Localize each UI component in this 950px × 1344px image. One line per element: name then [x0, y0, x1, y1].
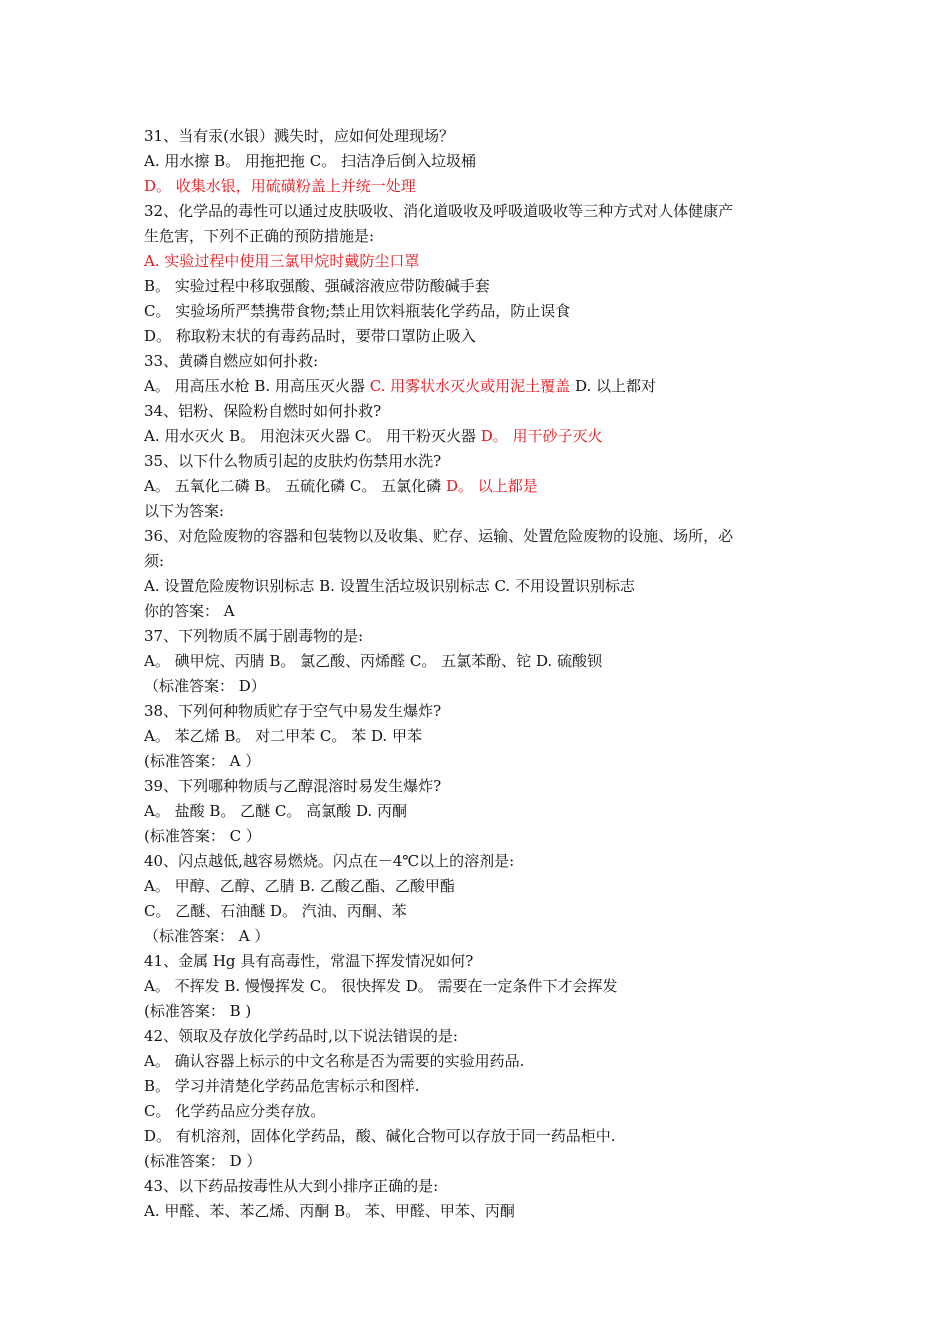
- text-line: [144, 424, 824, 449]
- text-line: [144, 499, 824, 524]
- text-line: [144, 1099, 824, 1124]
- text-line: [144, 549, 824, 574]
- text-line: [144, 949, 824, 974]
- text-line: [144, 974, 824, 999]
- text-segment: A。 五氧化二磷 B。 五硫化磷 C。 五氯化磷: [144, 477, 446, 495]
- text-segment: （标准答案： D）: [144, 677, 266, 695]
- answer-highlight: D。 以上都是: [445, 477, 538, 495]
- text-line: [144, 649, 824, 674]
- text-segment: A。 用高压水枪 B. 用高压灭火器: [144, 377, 370, 395]
- text-line: [144, 899, 824, 924]
- text-line: [144, 249, 824, 274]
- text-line: [144, 174, 824, 199]
- text-line: [144, 399, 824, 424]
- text-segment: 42、领取及存放化学药品时,以下说法错误的是:: [144, 1027, 458, 1045]
- text-line: [144, 724, 824, 749]
- text-line: [144, 1049, 824, 1074]
- text-segment: 生危害，下列不正确的预防措施是:: [144, 227, 375, 245]
- text-line: [144, 324, 824, 349]
- text-segment: 39、下列哪种物质与乙醇混溶时易发生爆炸?: [144, 777, 442, 795]
- text-segment: 33、黄磷自燃应如何扑救:: [144, 352, 319, 370]
- text-line: [144, 874, 824, 899]
- text-line: [144, 824, 824, 849]
- text-line: [144, 299, 824, 324]
- answer-highlight: D。 用干砂子灭火: [480, 427, 603, 445]
- text-segment: （标准答案： A ）: [144, 927, 270, 945]
- text-line: [144, 999, 824, 1024]
- text-line: [144, 774, 824, 799]
- text-segment: 你的答案： A: [144, 602, 235, 620]
- text-line: [144, 674, 824, 699]
- text-segment: 32、化学品的毒性可以通过皮肤吸收、消化道吸收及呼吸道吸收等三种方式对人体健康产: [144, 202, 734, 220]
- text-segment: B。 学习并清楚化学药品危害标示和图样.: [144, 1077, 420, 1095]
- text-line: [144, 199, 824, 224]
- text-segment: B。 实验过程中移取强酸、强碱溶液应带防酸碱手套: [144, 277, 490, 295]
- text-segment: 须:: [144, 552, 165, 570]
- text-segment: A. 用水擦 B。 用拖把拖 C。 扫洁净后倒入垃圾桶: [144, 152, 476, 170]
- text-segment: 31、当有汞(水银）溅失时，应如何处理现场？: [144, 127, 454, 145]
- text-segment: C。 乙醚、石油醚 D。 汽油、丙酮、苯: [144, 902, 407, 920]
- text-segment: A. 设置危险废物识别标志 B. 设置生活垃圾识别标志 C. 不用设置识别标志: [144, 577, 635, 595]
- text-segment: 41、金属 Hg 具有高毒性，常温下挥发情况如何?: [144, 952, 474, 970]
- text-line: [144, 374, 824, 399]
- text-line: [144, 149, 824, 174]
- text-segment: (标准答案： D ）: [144, 1152, 262, 1170]
- text-line: [144, 1024, 824, 1049]
- text-segment: C。 实验场所严禁携带食物;禁止用饮料瓶装化学药品，防止误食: [144, 302, 571, 320]
- text-line: [144, 599, 824, 624]
- text-segment: (标准答案： A ）: [144, 752, 261, 770]
- text-line: [144, 1074, 824, 1099]
- text-segment: A。 苯乙烯 B。 对二甲苯 C。 苯 D. 甲苯: [144, 727, 422, 745]
- text-line: [144, 574, 824, 599]
- text-line: [144, 1124, 824, 1149]
- document-page: [144, 124, 824, 1224]
- text-segment: 43、以下药品按毒性从大到小排序正确的是:: [144, 1177, 439, 1195]
- text-line: [144, 224, 824, 249]
- text-segment: 以下为答案:: [144, 502, 225, 520]
- text-segment: D。 有机溶剂，固体化学药品，酸、碱化合物可以存放于同一药品柜中.: [144, 1127, 616, 1145]
- text-line: [144, 699, 824, 724]
- text-segment: 36、对危险废物的容器和包装物以及收集、贮存、运输、处置危险废物的设施、场所，必: [144, 527, 734, 545]
- text-segment: 37、下列物质不属于剧毒物的是:: [144, 627, 364, 645]
- text-segment: 40、闪点越低,越容易燃烧。闪点在－4℃以上的溶剂是:: [144, 852, 515, 870]
- text-line: [144, 849, 824, 874]
- text-segment: A。 不挥发 B. 慢慢挥发 C。 很快挥发 D。 需要在一定条件下才会挥发: [144, 977, 618, 995]
- answer-highlight: C. 用雾状水灭火或用泥土覆盖: [369, 377, 571, 395]
- text-line: [144, 474, 824, 499]
- text-segment: (标准答案： B ): [144, 1002, 252, 1020]
- text-line: [144, 274, 824, 299]
- text-segment: 35、以下什么物质引起的皮肤灼伤禁用水洗?: [144, 452, 442, 470]
- text-segment: (标准答案： C ）: [144, 827, 261, 845]
- text-segment: D. 以上都对: [570, 377, 656, 395]
- text-segment: A。 甲醇、乙醇、乙腈 B. 乙酸乙酯、乙酸甲酯: [144, 877, 455, 895]
- text-segment: A. 用水灭火 B。 用泡沫灭火器 C。 用干粉灭火器: [144, 427, 481, 445]
- text-line: [144, 1199, 824, 1224]
- text-line: [144, 624, 824, 649]
- text-line: [144, 749, 824, 774]
- text-segment: D。 称取粉末状的有毒药品时，要带口罩防止吸入: [144, 327, 476, 345]
- text-line: [144, 524, 824, 549]
- text-line: [144, 924, 824, 949]
- text-line: [144, 1174, 824, 1199]
- text-segment: A。 确认容器上标示的中文名称是否为需要的实验用药品.: [144, 1052, 525, 1070]
- text-line: [144, 799, 824, 824]
- text-segment: C。 化学药品应分类存放。: [144, 1102, 326, 1120]
- text-segment: 34、铝粉、保险粉自燃时如何扑救?: [144, 402, 382, 420]
- text-segment: 38、下列何种物质贮存于空气中易发生爆炸?: [144, 702, 442, 720]
- text-line: [144, 349, 824, 374]
- text-line: [144, 1149, 824, 1174]
- text-line: [144, 124, 824, 149]
- text-line: [144, 449, 824, 474]
- answer-highlight: A. 实验过程中使用三氯甲烷时戴防尘口罩: [144, 252, 420, 270]
- answer-highlight: D。 收集水银，用硫磺粉盖上并统一处理: [144, 177, 416, 195]
- text-segment: A. 甲醛、苯、苯乙烯、丙酮 B。 苯、甲醛、甲苯、丙酮: [144, 1202, 515, 1220]
- text-segment: A。 碘甲烷、丙腈 B。 氯乙酸、丙烯醛 C。 五氯苯酚、铊 D. 硫酸钡: [144, 652, 602, 670]
- text-segment: A。 盐酸 B。 乙醚 C。 高氯酸 D. 丙酮: [144, 802, 407, 820]
